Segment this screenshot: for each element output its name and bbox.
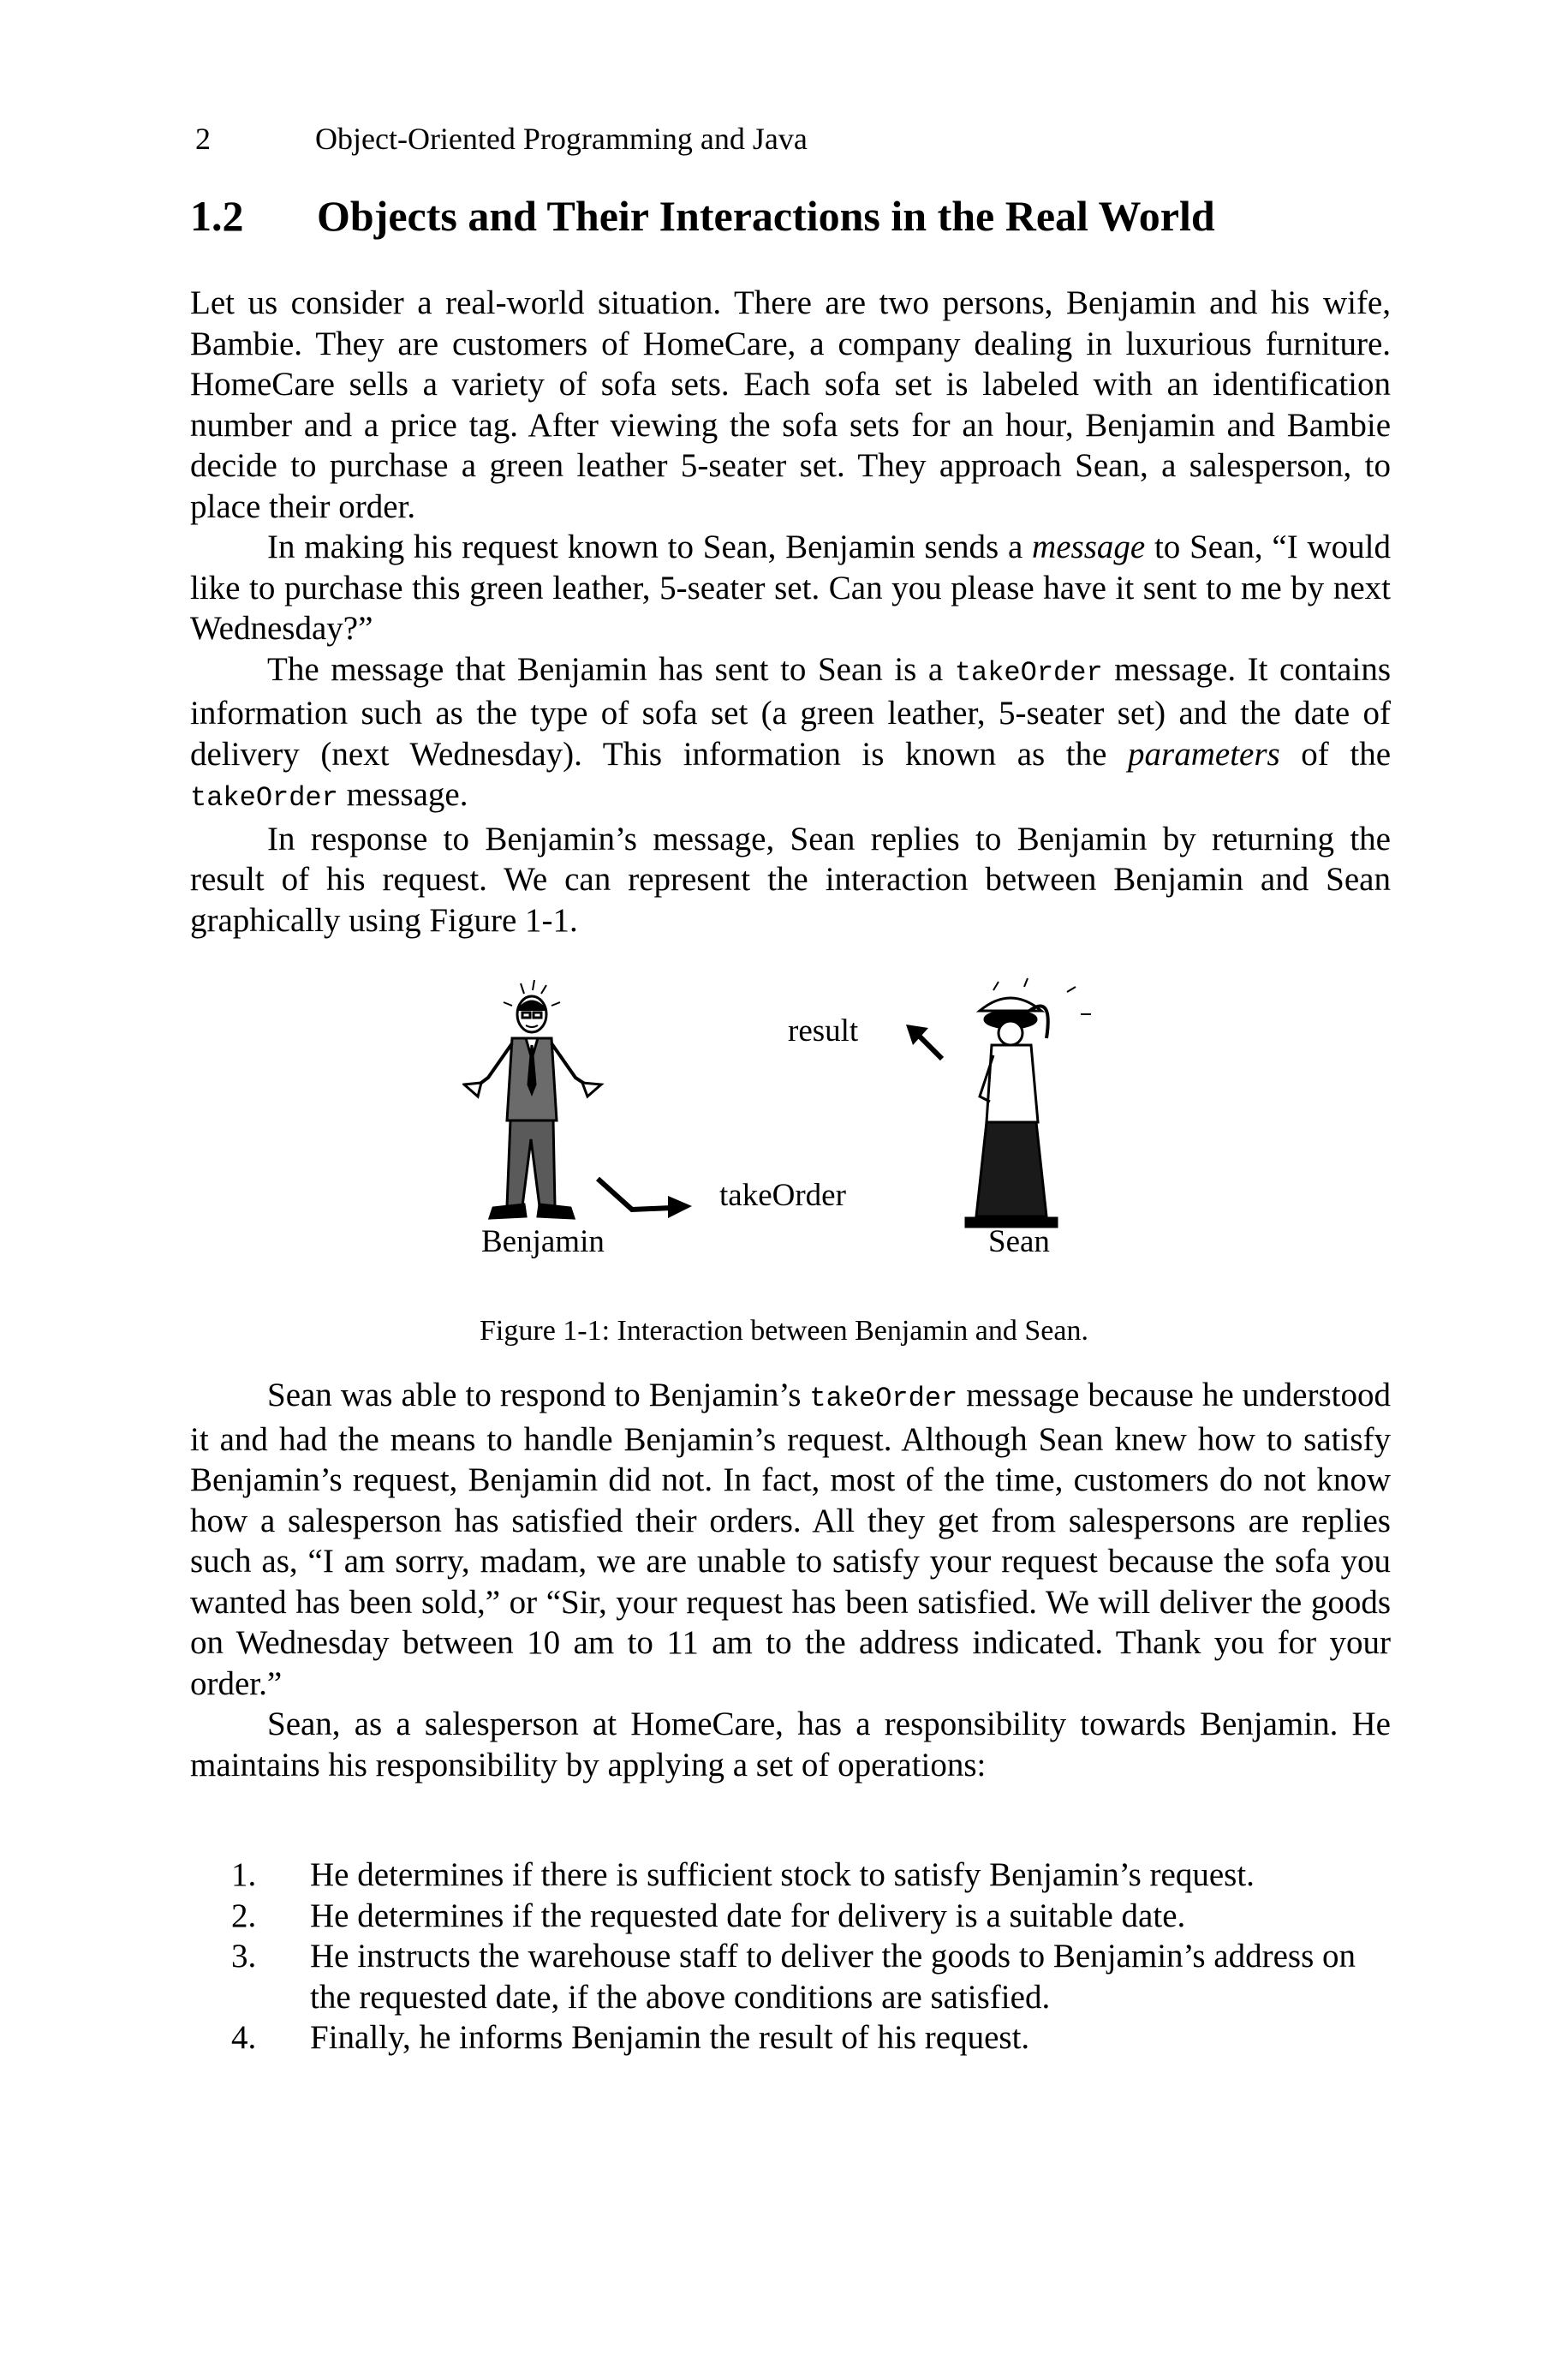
list-item-text: He determines if the requested date for delivery is a suitable date. [310,1897,1186,1934]
list-item [231,2017,1391,2058]
p3-text-b: message. It contains information such as the type of sofa set (a green leather, 5-seater set) and the date of delivery (next Wednesday). This information is known as the [190,650,1391,773]
term-parameters: parameters [1128,735,1280,773]
p2-text-b: to Sean, “I would like to purchase this green leather, 5-seater set. Can you please have it sent to me by next Wednesday?” [190,529,1391,647]
p3-text-d: message. [337,776,468,813]
term-message: message [1032,529,1146,565]
list-item-number: 3. [231,1938,257,1975]
p3-text-a: The message that Benjamin has sent to Sean is a [267,650,955,688]
list-item-text: He instructs the warehouse staff to deliver the goods to Benjamin’s address on the requested date, if the above conditions are satisfied. [310,1938,1356,2016]
paragraph-1: Let us consider a real-world situation. There are two persons, Benjamin and his wife, Bambie. They are customers of HomeCare, a company dealing in luxurious furniture. HomeCare sells a variety of sofa sets. Each sofa set is labeled with an identification number and a price tag. After viewing the sofa sets for an hour, Benjamin and Bambie decide to purchase a green leather 5-seater set. They approach Sean, a salesperson, to place their order. [190,284,1391,525]
p3-text-c: of the [1279,735,1391,773]
paragraph-6: Sean, as a salesperson at HomeCare, has a responsibility towards Benjamin. He maintains his responsibility by applying a set of operations: [190,1706,1391,1784]
operations-list [231,1855,1391,2058]
figure-1-1 [462,977,1148,1268]
list-item [231,1855,1391,1896]
code-takeorder: takeOrder [190,782,338,814]
list-item-text: Finally, he informs Benjamin the result of his request. [310,2019,1030,2056]
paragraph-3 [190,649,1391,819]
result-arrow [906,1025,942,1059]
book-title: Object-Oriented Programming and Java [315,122,808,156]
takeorder-arrow [598,1179,692,1218]
p5-text-a: Sean was able to respond to Benjamin’s [267,1377,810,1413]
result-label: result [788,1013,859,1049]
list-item-text: He determines if there is sufficient stock to satisfy Benjamin’s request. [310,1856,1255,1893]
section-heading [190,190,1215,242]
page-number: 2 [195,122,211,156]
figure-caption: Figure 1-1: Interaction between Benjamin and Sean. [480,1315,1088,1347]
running-header [195,120,808,158]
paragraph-4: In response to Benjamin’s message, Sean replies to Benjamin by returning the result of his request. We can represent the interaction between Benjamin and Sean graphically using Figure 1-1. [190,820,1391,939]
sean-illustration [966,978,1091,1227]
list-item [231,1936,1391,2017]
list-item [231,1896,1391,1937]
list-item-number: 4. [231,2019,257,2056]
section-number: 1.2 [190,192,244,240]
benjamin-illustration [464,980,601,1218]
paragraph-5 [190,1375,1391,1704]
section-title: Objects and Their Interactions in the Real World [317,192,1215,240]
text-after-figure [190,1375,1391,1785]
takeorder-label: takeOrder [719,1178,846,1213]
code-takeorder: takeOrder [809,1383,958,1414]
text-before-figure [190,283,1391,941]
code-takeorder: takeOrder [954,656,1103,689]
paragraph-2 [190,527,1391,649]
list-item-number: 2. [231,1897,257,1934]
p5-text-b: message because he understood it and had the means to handle Benjamin’s request. Although Sean knew how to satisfy Benjamin’s request, Benjamin did not. In fact, most of the time, customers do not know how a salesperson has satisfied their orders. All they get from salespersons are replies such as, “I am sorry, madam, we are unable to satisfy your request because the sofa you wanted has been sold,” or “Sir, your request has been satisfied. We will deliver the goods on Wednesday between 10 am to 11 am to the address indicated. Thank you for your order.” [190,1377,1391,1702]
sean-label: Sean [988,1224,1050,1259]
list-item-number: 1. [231,1856,257,1893]
p2-text-a: In making his request known to Sean, Benjamin sends a [267,529,1033,565]
benjamin-label: Benjamin [481,1224,605,1259]
